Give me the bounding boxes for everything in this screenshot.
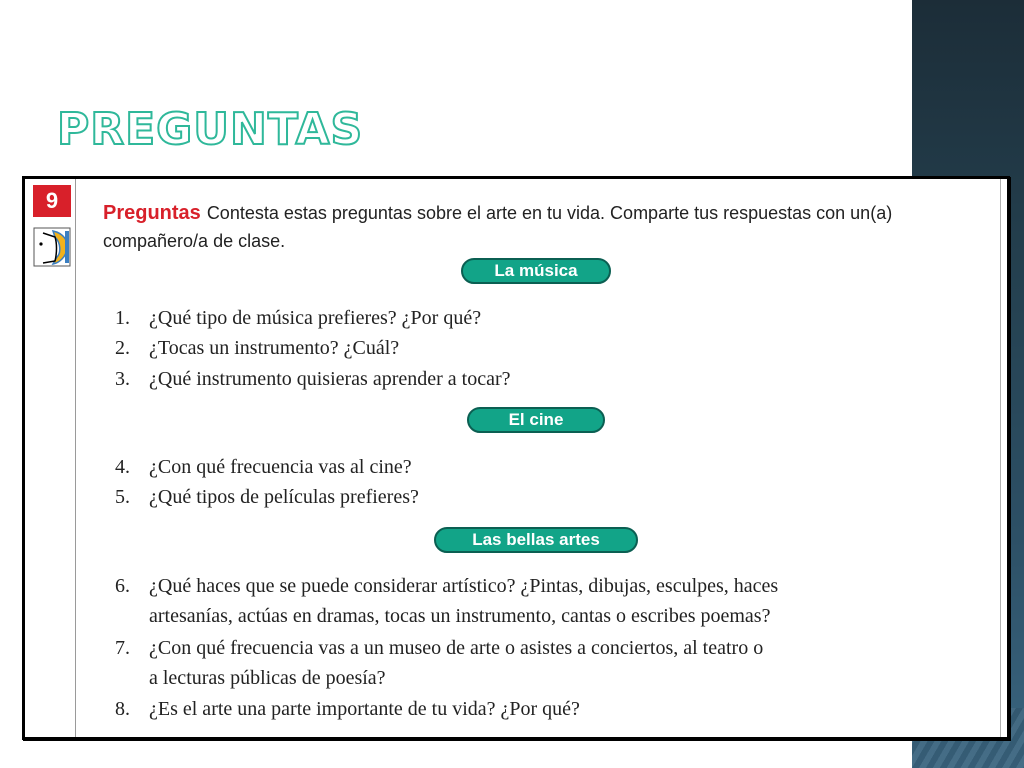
question-number: 1. bbox=[115, 307, 130, 329]
question-item bbox=[115, 633, 763, 693]
question-text: ¿Qué tipos de películas prefieres? bbox=[149, 486, 419, 508]
section-header-musica: La música bbox=[461, 258, 611, 284]
question-text: ¿Qué instrumento quisieras aprender a tocar? bbox=[149, 368, 511, 390]
activity-instructions-text: Contesta estas preguntas sobre el arte en tu vida. Comparte tus respuestas con un(a) compañero/a de clase. bbox=[103, 203, 893, 251]
question-item bbox=[115, 303, 481, 333]
question-text-continued: artesanías, actúas en dramas, tocas un instrumento, cantas o escribes poemas? bbox=[149, 605, 771, 627]
activity-lead: Preguntas bbox=[103, 202, 201, 224]
activity-instructions bbox=[103, 199, 983, 255]
question-text: ¿Con qué frecuencia vas a un museo de arte o asistes a conciertos, al teatro o bbox=[149, 637, 764, 659]
question-text: ¿Con qué frecuencia vas al cine? bbox=[149, 456, 412, 478]
question-item bbox=[115, 364, 511, 394]
question-number: 5. bbox=[115, 486, 130, 508]
question-number: 8. bbox=[115, 698, 130, 720]
question-item bbox=[115, 694, 580, 724]
question-text-continued: a lecturas públicas de poesía? bbox=[149, 667, 386, 689]
section-header-bellas-artes: Las bellas artes bbox=[434, 527, 638, 553]
activity-margin bbox=[25, 179, 76, 737]
question-number: 6. bbox=[115, 575, 130, 597]
slide-title: PREGUNTAS bbox=[57, 104, 364, 155]
question-item bbox=[115, 482, 419, 512]
question-number: 4. bbox=[115, 456, 130, 478]
question-text: ¿Qué haces que se puede considerar artístico? ¿Pintas, dibujas, esculpes, haces bbox=[149, 575, 779, 597]
question-item bbox=[115, 333, 399, 363]
question-number: 7. bbox=[115, 637, 130, 659]
pair-work-icon bbox=[33, 227, 71, 267]
activity-number-badge: 9 bbox=[33, 185, 71, 217]
question-item bbox=[115, 571, 778, 631]
question-number: 2. bbox=[115, 337, 130, 359]
textbook-activity-panel bbox=[22, 176, 1010, 740]
section-header-cine: El cine bbox=[467, 407, 605, 433]
question-text: ¿Es el arte una parte importante de tu vida? ¿Por qué? bbox=[149, 698, 580, 720]
panel-right-rule bbox=[1000, 179, 1001, 737]
question-text: ¿Qué tipo de música prefieres? ¿Por qué? bbox=[149, 307, 482, 329]
question-item bbox=[115, 452, 412, 482]
question-number: 3. bbox=[115, 368, 130, 390]
question-text: ¿Tocas un instrumento? ¿Cuál? bbox=[149, 337, 400, 359]
